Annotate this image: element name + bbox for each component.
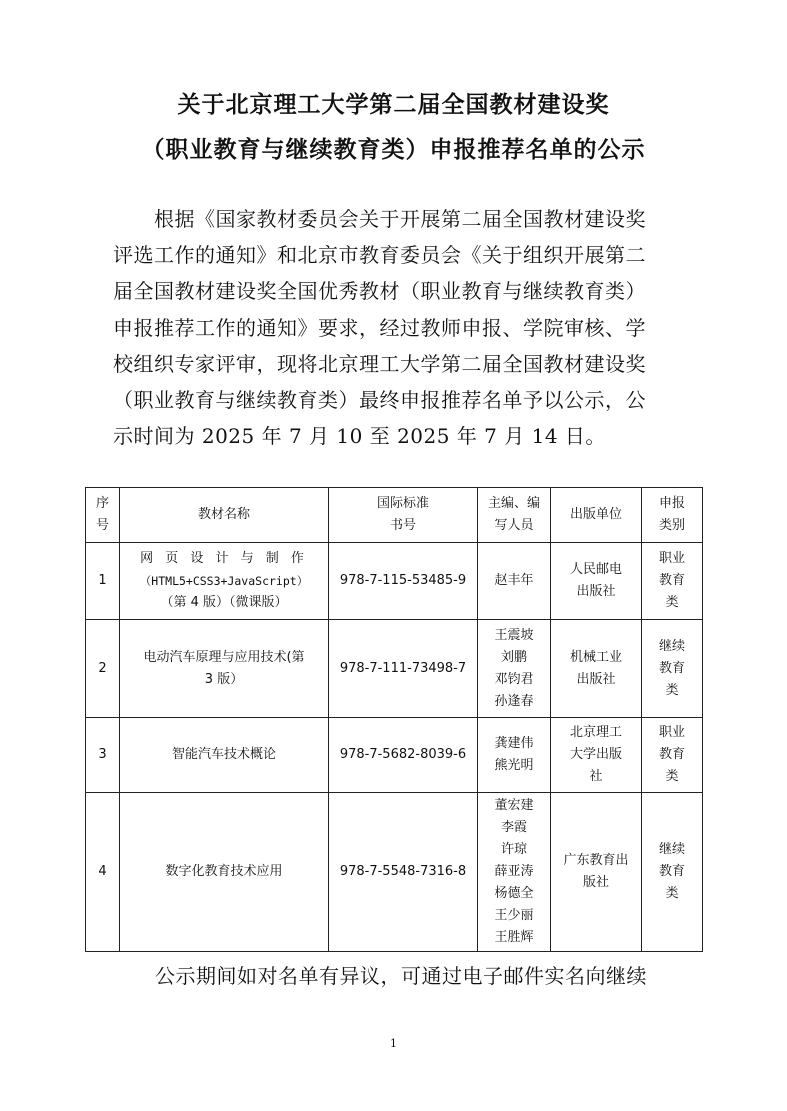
- row-textbook-name: 电动汽车原理与应用技术(第 3 版）: [120, 620, 329, 718]
- paragraph-line: 评选工作的通知》和北京市教育委员会《关于组织开展第二: [113, 243, 646, 267]
- row-isbn: 978-7-115-53485-9: [329, 543, 478, 620]
- document-title-line-2: （职业教育与继续教育类）申报推荐名单的公示: [141, 137, 646, 163]
- row-category: 职业 教育 类: [642, 543, 703, 620]
- row-editors: 王震坡 刘鹏 邓钧君 孙逢春: [478, 620, 551, 718]
- table-row: [86, 718, 703, 793]
- row-no: 3: [86, 718, 120, 793]
- row-isbn: 978-7-5682-8039-6: [329, 718, 478, 793]
- paragraph-line: 校组织专家评审，现将北京理工大学第二届全国教材建设奖: [113, 352, 646, 376]
- closing-paragraph: 公示期间如对名单有异议，可通过电子邮件实名向继续: [155, 964, 647, 988]
- header-publisher: 出版单位: [551, 488, 642, 543]
- page-number: 1: [390, 1037, 397, 1050]
- table-row: [86, 543, 703, 620]
- table-row: [86, 793, 703, 952]
- row-textbook-name: 网 页 设 计 与 制 作 （HTML5+CSS3+JavaScript） （第 4 版）（微课版）: [120, 543, 329, 620]
- paragraph-line: 届全国教材建设奖全国优秀教材（职业教育与继续教育类）: [113, 279, 646, 303]
- paragraph-line: 申报推荐工作的通知》要求，经过教师申报、学院审核、学: [113, 316, 646, 340]
- row-category: 职业 教育 类: [642, 718, 703, 793]
- header-category: 申报 类别: [642, 488, 703, 543]
- nomination-table: [85, 487, 703, 952]
- header-textbook-name: 教材名称: [120, 488, 329, 543]
- row-isbn: 978-7-5548-7316-8: [329, 793, 478, 952]
- header-isbn: 国际标准 书号: [329, 488, 478, 543]
- header-no: 序 号: [86, 488, 120, 543]
- row-textbook-name: 数字化教育技术应用: [120, 793, 329, 952]
- row-editors: 龚建伟 熊光明: [478, 718, 551, 793]
- header-editors: 主编、编 写人员: [478, 488, 551, 543]
- row-editors: 董宏建 李霞 许琼 薛亚涛 杨德全 王少丽 王胜辉: [478, 793, 551, 952]
- row-isbn: 978-7-111-73498-7: [329, 620, 478, 718]
- paragraph-line: 示时间为 2025 年 7 月 10 至 2025 年 7 月 14 日。: [113, 424, 606, 448]
- paragraph-line: （职业教育与继续教育类）最终申报推荐名单予以公示，公: [113, 388, 646, 412]
- row-publisher: 机械工业 出版社: [551, 620, 642, 718]
- paragraph-line: 根据《国家教材委员会关于开展第二届全国教材建设奖: [113, 207, 646, 231]
- row-publisher: 人民邮电 出版社: [551, 543, 642, 620]
- row-no: 4: [86, 793, 120, 952]
- row-category: 继续 教育 类: [642, 793, 703, 952]
- table-header-row: [86, 488, 703, 543]
- row-category: 继续 教育 类: [642, 620, 703, 718]
- row-textbook-name: 智能汽车技术概论: [120, 718, 329, 793]
- row-editors: 赵丰年: [478, 543, 551, 620]
- row-no: 1: [86, 543, 120, 620]
- table-row: [86, 620, 703, 718]
- row-publisher: 广东教育出 版社: [551, 793, 642, 952]
- document-title-line-1: 关于北京理工大学第二届全国教材建设奖: [177, 92, 610, 118]
- row-no: 2: [86, 620, 120, 718]
- row-publisher: 北京理工 大学出版 社: [551, 718, 642, 793]
